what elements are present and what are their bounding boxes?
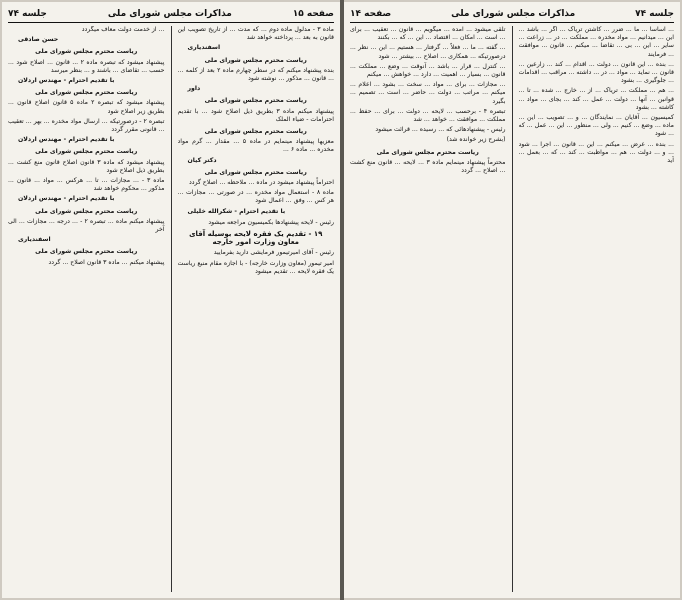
paragraph: پیشنهاد میکنم ماده ... تبصره ۲ - ... درجه ... مجازات ... الی آخر [8,217,165,234]
paragraph: رئیس - لایحه پیشنهادها بکمیسیون مراجعه میشود [208,218,334,226]
paragraph: بنده پیشنهاد میکنم که در سطر چهارم ماده ۲ بعد از کلمه ... ... قانون ... مذکور ... نوشته شود [177,66,334,83]
paragraph: ... گفته ... ما ... فعلاً ... گرفتار ... هستیم ... این ... نظر ... درصورتیکه ... همکاری ... اصلاح ... بیشتر ... شود [350,44,506,60]
paragraph: ... کنترل ... قرار ... باشد ... آنوقت ... وضع ... مملکت ... قانون ... بسیار ... اهمیت ... دارد ... خواهش ... میکنم [350,62,506,79]
paragraph: ... مجازات ... برای ... مواد ... سخت ... بشود ... اعلام ... میکنم ... مراتب ... دولت ... حاضر ... است ... تصمیم ... بگیرد [350,81,506,105]
paragraph: پیشنهاد میشود که ماده ۳ قانون اصلاح قانون منع کشت ... بطریق ذیل اصلاح شود [8,158,165,174]
section-heading: ریاست محترم مجلس شورای ملی [204,56,307,64]
signatory: با تقدیم احترام - مهندس اردلان [18,77,115,85]
paragraph: پیشنهاد میکنم ... ماده ۳ قانون اصلاح ... گردد [48,258,165,266]
section-heading: ریاست محترم مجلس شورای ملی [35,48,138,56]
paragraph: تبصره ۲ - درصورتیکه ... ارسال مواد مخدره ... بهر ... تعقیب ... قانونی مقرر گردد [8,117,165,134]
column-divider [171,26,172,592]
left-page-columns [8,26,334,592]
paragraph: پیشنهاد میشود که تبصره ماده ۲ ... قانون ... اصلاح شود ... حسب ... تقاضای ... باشند و ... بنظر میرسد [8,58,165,74]
paragraph: پیشنهاد میشود که تبصره ۲ ماده ۵ قانون اصلاح قانون ... بطریق زیر اصلاح شود [8,99,165,115]
left-page-left-column [8,26,165,592]
paragraph: ... اساساً ... ما ... ضرر ... کاشتن تریاک ... اگر ... باشد ... این ... میدانیم ... مواد مخدره ... مملکت ... در ... زراعت ... سایر ... این ... بی ... تقاضا ... میکنم ... قانون ... موافقت ... فرمایند [518,26,674,58]
right-page-number: صفحه ۱۴ [350,9,392,19]
paragraph: تلقی میشود ... آمده ... میگویم ... قانون ... تعقیب ... برای ... است ... امکان ... اقتصاد ... این ... که ... بکنند [350,26,506,42]
signatory: اسفندیاری [187,44,221,52]
section-heading: ریاست محترم مجلس شورای ملی [204,128,307,136]
signatory: با تقدیم احترام - مهندس اردلان [18,195,115,203]
right-page-left-column [350,26,506,592]
column-divider [512,26,513,592]
left-page-header [8,6,334,23]
right-page-columns [350,26,674,592]
section-heading: ریاست محترم مجلس شورای ملی [35,248,138,256]
section-heading: ریاست محترم مجلس شورای ملی [35,148,138,156]
left-page-number: صفحه ۱۵ [292,9,334,19]
paragraph: رئیس - پیشنهادهائی که ... رسیده ... قرائت میشود [375,126,506,134]
right-page-header [350,6,674,23]
paragraph: محترماً پیشنهاد مینمایم ماده ۳ ... لایحه ... قانون منع کشت ... اصلاح ... گردد [350,158,506,175]
paragraph: احتراماً پیشنهاد میشود در ماده ... ملاحظه ... اصلاح گردد [188,179,334,187]
signatory: اسفندیاری [18,236,51,244]
paragraph: تبصره ۴ - برحسب ... لایحه ... دولت ... برای ... حفظ ... مملکت ... موافقت ... خواهد ... شد [350,107,506,124]
paragraph: ... بنده ... این قانون ... دولت ... اقدام ... کند ... زارعین ... قانون ... نماید ... مواد ... در ... داشته ... مراقب ... اقدامات ... جلوگیری ... بشود [518,60,674,85]
section-heading: ریاست محترم مجلس شورای ملی [35,207,138,215]
paragraph: رئیس - آقای امیرتیمور فرمایشی دارید بفرمایید [213,249,334,257]
paragraph: امیر تیمور (معاون وزارت خارجه) - با اجازه مقام منیع ریاست یک فقره لایحه ... تقدیم میشود [177,259,334,275]
section-heading: ریاست محترم مجلس شورای ملی [204,97,307,105]
section-heading: ریاست محترم مجلس شورای ملی [376,148,479,156]
paragraph: معزیها پیشنهاد مینمایم در ماده ۵ ... مقدار ... گرم مواد مخدره ... ماده ۶ ... [177,138,334,154]
signatory: با تقدیم احترام - مهندس اردلان [18,136,115,144]
section-heading: ریاست محترم مجلس شورای ملی [204,168,307,176]
section-heading: ریاست محترم مجلس شورای ملی [35,89,138,97]
paragraph: ماده ۸ - استعمال مواد مخدره ... در صورتی ... مجازات ... هر کس ... وفق ... اعمال شود [177,189,334,205]
left-page-session: جلسه ۷۴ [8,9,47,19]
right-page [344,2,680,598]
paragraph: ماده ۳ - ... مجازات ... تا ... هرکس ... مواد ... قانون ... مذکور ... محکوم خواهد شد [8,177,165,193]
signatory: دکتر کیان [187,156,217,164]
paragraph: کمیسیون ... آقایان ... نمایندگان ... و ... تصویب ... این ... ماده ... وضع ... کنیم ... ولی ... منظور ... این ... عمل ... که ... شود [518,114,674,138]
paragraph: ... بنده ... عرض ... میکنم ... این ... قانون ... اجرا ... شود ... و ... دولت ... هم ... مواظبت ... کند ... که ... بعمل ... آید [518,140,674,165]
signatory: داور [187,85,201,93]
left-page-title: مذاکرات مجلس شورای ملی [107,9,232,19]
left-page-right-column [178,26,335,592]
right-page-session: جلسه ۷۴ [635,9,674,19]
paragraph: ... از خدمت دولت معاف میگردد [81,26,165,33]
signatory: با تقدیم احترام - شکرالله خلیلی [187,207,286,215]
paragraph: (بشرح زیر خوانده شد) [446,136,506,144]
paragraph: ماده ۳ - مدلول ماده دوم ... که مدت ... از تاریخ تصویب این قانون به بعد ... پرداخته خواهد شد [177,26,334,42]
right-page-title: مذاکرات مجلس شورای ملی [451,9,576,19]
item-title: ۱۹ - تقدیم یک فقره لایحه بوسیله آقای معاون وزارت امور خارجه [189,230,323,247]
right-page-right-column [519,26,675,592]
paragraph: ... هم ... مملکت ... تریاک ... از ... خارج ... شده ... تا ... قوانین ... آنها ... دولت ... عمل ... کند ... بجای ... مواد ... کاشته ... بشود [518,87,674,111]
paragraph: پیشنهاد میکنم ماده ۳ بطریق ذیل اصلاح شود ... با تقدیم احترامات - ضیاء الملک [177,107,334,123]
left-page [2,2,340,598]
signatory: حسن صادقی [18,36,59,44]
